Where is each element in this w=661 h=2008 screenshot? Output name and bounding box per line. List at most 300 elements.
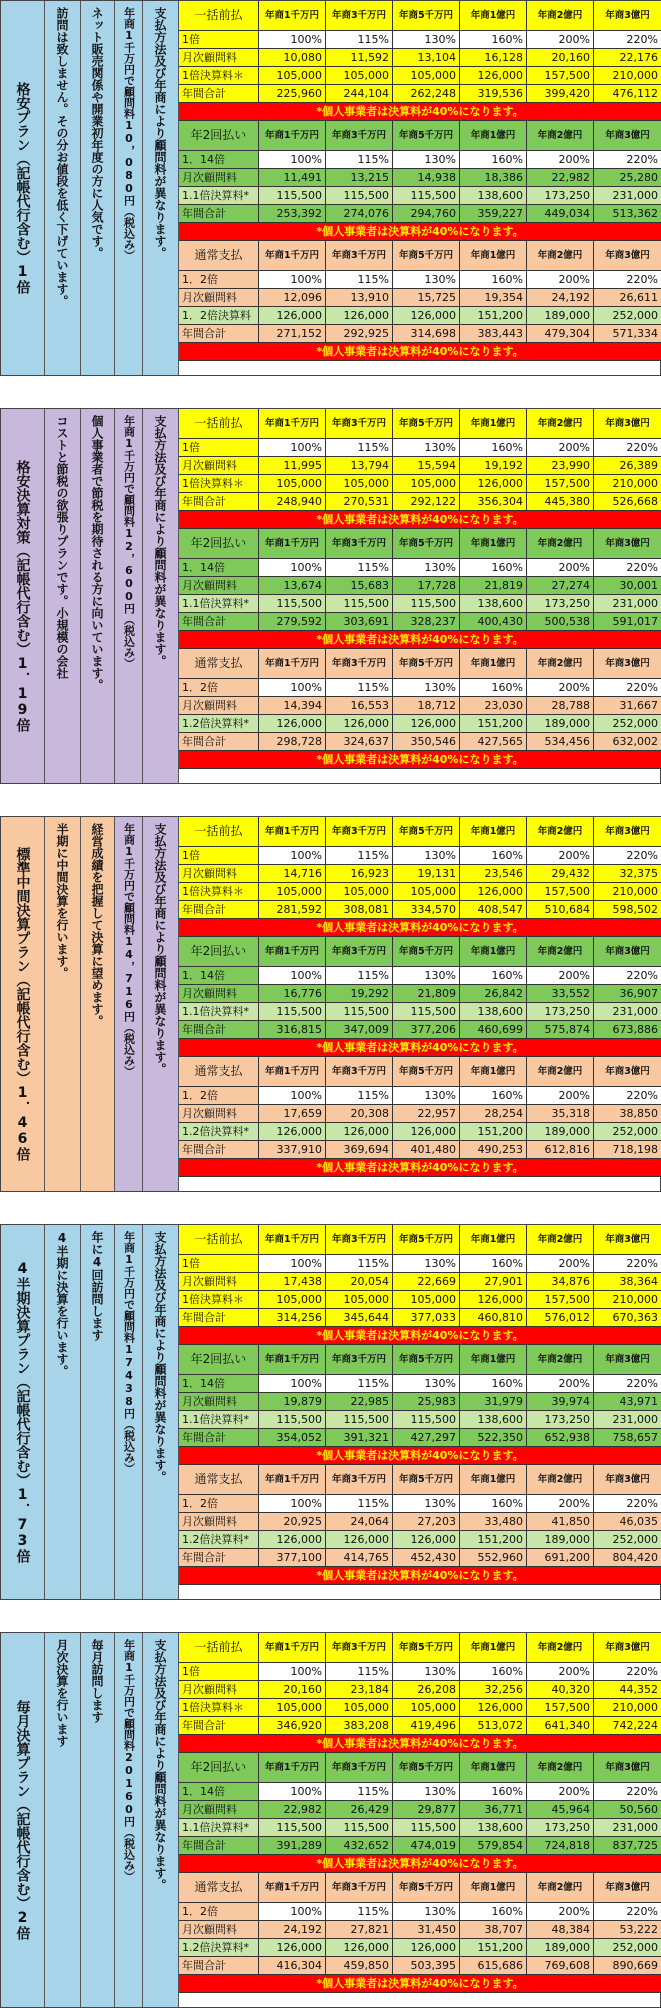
table-cell: 220% [594, 1375, 661, 1392]
column-header: 年商1千万円 [259, 1873, 326, 1902]
table-cell: 157,500 [527, 1699, 594, 1716]
column-header: 年商1億円 [460, 529, 527, 558]
column-header: 年商3億円 [594, 1873, 661, 1902]
table-cell: 160% [460, 1495, 527, 1512]
payment-block [179, 1225, 661, 1345]
table-cell: 35,318 [527, 1105, 594, 1122]
column-header: 年商3億円 [594, 1753, 661, 1782]
table-row [179, 1801, 661, 1819]
table-cell: 126,000 [460, 475, 527, 492]
table-cell: 138,600 [460, 1003, 527, 1020]
table-cell: 130% [393, 847, 460, 864]
row-label: 1．2倍決算料 [179, 307, 259, 324]
row-label: 1倍決算料＊ [179, 1291, 259, 1308]
table-row [179, 1513, 661, 1531]
column-header: 年商3億円 [594, 649, 661, 678]
payment-block [179, 1633, 661, 1753]
table-cell: 115,500 [326, 187, 393, 204]
table-cell: 220% [594, 847, 661, 864]
fee-tables [179, 1, 661, 375]
column-header: 年商3千万円 [326, 937, 393, 966]
table-cell: 391,321 [326, 1429, 393, 1446]
table-cell: 115,500 [326, 1003, 393, 1020]
column-header: 年商1億円 [460, 1633, 527, 1662]
row-label: 年間合計 [179, 493, 259, 510]
table-cell: 48,384 [527, 1921, 594, 1938]
table-row [179, 1003, 661, 1021]
table-row [179, 595, 661, 613]
table-cell: 612,816 [527, 1141, 594, 1158]
table-cell: 130% [393, 679, 460, 696]
table-cell: 200% [527, 1087, 594, 1104]
table-cell: 252,000 [594, 1531, 661, 1548]
table-cell: 220% [594, 151, 661, 168]
payment-method-note: 支払方法及び年商により顧問料が異なります。 [143, 1225, 179, 1599]
table-cell: 231,000 [594, 1411, 661, 1428]
table-row [179, 1819, 661, 1837]
sole-proprietor-note: *個人事業者は決算料が40%になります。 [179, 631, 661, 649]
table-cell: 126,000 [460, 883, 527, 900]
column-header: 年商3億円 [594, 1057, 661, 1086]
table-cell: 173,250 [527, 1411, 594, 1428]
table-cell: 200% [527, 31, 594, 48]
row-label: 1．14倍 [179, 967, 259, 984]
table-cell: 200% [527, 1375, 594, 1392]
table-cell: 100% [259, 1903, 326, 1920]
table-cell: 126,000 [259, 1939, 326, 1956]
table-cell: 100% [259, 967, 326, 984]
table-cell: 100% [259, 679, 326, 696]
plan-section [0, 1224, 661, 1600]
table-row [179, 1021, 661, 1039]
table-cell: 115% [326, 439, 393, 456]
column-header: 年商3千万円 [326, 241, 393, 270]
plan-description: ネット販売関係や開業初年度の方に人気です。 [81, 1, 115, 375]
table-cell: 16,553 [326, 697, 393, 714]
table-cell: 314,698 [393, 325, 460, 342]
row-label: 月次顧問料 [179, 1393, 259, 1410]
table-row [179, 1273, 661, 1291]
table-cell: 231,000 [594, 1003, 661, 1020]
table-cell: 19,192 [460, 457, 527, 474]
table-cell: 33,480 [460, 1513, 527, 1530]
row-label: 月次顧問料 [179, 1273, 259, 1290]
column-header: 年商1千万円 [259, 1225, 326, 1254]
table-header-row [179, 1753, 661, 1783]
table-cell: 337,910 [259, 1141, 326, 1158]
table-row [179, 613, 661, 631]
table-cell: 200% [527, 1255, 594, 1272]
fee-tables [179, 409, 661, 783]
table-cell: 20,160 [259, 1681, 326, 1698]
table-cell: 271,152 [259, 325, 326, 342]
column-header: 年商3億円 [594, 1465, 661, 1494]
table-cell: 200% [527, 151, 594, 168]
table-cell: 53,222 [594, 1921, 661, 1938]
table-cell: 105,000 [393, 67, 460, 84]
table-cell: 100% [259, 151, 326, 168]
table-row [179, 577, 661, 595]
table-cell: 31,450 [393, 1921, 460, 1938]
table-cell: 31,979 [460, 1393, 527, 1410]
table-cell: 100% [259, 1495, 326, 1512]
payment-block [179, 1465, 661, 1585]
table-cell: 115,500 [393, 595, 460, 612]
table-header-row [179, 409, 661, 439]
payment-block [179, 1753, 661, 1873]
column-header: 年商3億円 [594, 121, 661, 150]
column-header: 年商5千万円 [393, 937, 460, 966]
row-label: 年間合計 [179, 1141, 259, 1158]
table-cell: 354,052 [259, 1429, 326, 1446]
table-cell: 157,500 [527, 475, 594, 492]
table-cell: 18,386 [460, 169, 527, 186]
table-cell: 115% [326, 967, 393, 984]
table-row [179, 1255, 661, 1273]
table-cell: 324,637 [326, 733, 393, 750]
table-cell: 479,304 [527, 325, 594, 342]
table-cell: 414,765 [326, 1549, 393, 1566]
table-cell: 115% [326, 559, 393, 576]
table-cell: 157,500 [527, 883, 594, 900]
table-cell: 10,080 [259, 49, 326, 66]
row-label: 年間合計 [179, 1309, 259, 1326]
table-row [179, 457, 661, 475]
payment-method-label: 一括前払 [179, 817, 259, 846]
table-cell: 513,362 [594, 205, 661, 222]
table-row [179, 847, 661, 865]
table-row [179, 1921, 661, 1939]
column-header: 年商5千万円 [393, 409, 460, 438]
table-cell: 115% [326, 1783, 393, 1800]
table-cell: 26,208 [393, 1681, 460, 1698]
table-row [179, 1123, 661, 1141]
row-label: 1.1倍決算料* [179, 1411, 259, 1428]
table-cell: 130% [393, 1903, 460, 1920]
table-cell: 200% [527, 559, 594, 576]
table-cell: 350,546 [393, 733, 460, 750]
table-cell: 20,054 [326, 1273, 393, 1290]
table-cell: 292,122 [393, 493, 460, 510]
table-cell: 126,000 [259, 1123, 326, 1140]
table-cell: 115% [326, 271, 393, 288]
table-row [179, 559, 661, 577]
table-cell: 115,500 [326, 595, 393, 612]
row-label: 月次顧問料 [179, 1921, 259, 1938]
table-cell: 160% [460, 271, 527, 288]
table-cell: 200% [527, 679, 594, 696]
table-row [179, 1531, 661, 1549]
table-row [179, 31, 661, 49]
column-header: 年商5千万円 [393, 649, 460, 678]
table-cell: 126,000 [393, 307, 460, 324]
sole-proprietor-note: *個人事業者は決算料が40%になります。 [179, 1567, 661, 1585]
column-header: 年商5千万円 [393, 1753, 460, 1782]
table-row [179, 697, 661, 715]
table-row [179, 1681, 661, 1699]
table-header-row [179, 649, 661, 679]
table-cell: 408,547 [460, 901, 527, 918]
column-header: 年商2億円 [527, 649, 594, 678]
table-row [179, 205, 661, 223]
table-cell: 115% [326, 31, 393, 48]
table-cell: 160% [460, 439, 527, 456]
table-cell: 115,500 [259, 1411, 326, 1428]
table-cell: 837,725 [594, 1837, 661, 1854]
table-cell: 46,035 [594, 1513, 661, 1530]
column-header: 年商2億円 [527, 1057, 594, 1086]
table-cell: 200% [527, 847, 594, 864]
row-label: 1倍決算料＊ [179, 67, 259, 84]
table-cell: 17,438 [259, 1273, 326, 1290]
row-label: 1．14倍 [179, 151, 259, 168]
table-cell: 100% [259, 271, 326, 288]
table-row [179, 1495, 661, 1513]
table-cell: 449,034 [527, 205, 594, 222]
table-cell: 591,017 [594, 613, 661, 630]
sole-proprietor-note: *個人事業者は決算料が40%になります。 [179, 511, 661, 529]
table-cell: 115,500 [259, 187, 326, 204]
table-cell: 45,964 [527, 1801, 594, 1818]
table-cell: 105,000 [393, 883, 460, 900]
table-cell: 40,320 [527, 1681, 594, 1698]
table-header-row [179, 241, 661, 271]
table-header-row [179, 1465, 661, 1495]
table-cell: 105,000 [326, 67, 393, 84]
table-cell: 126,000 [460, 1291, 527, 1308]
table-cell: 160% [460, 1783, 527, 1800]
table-cell: 220% [594, 559, 661, 576]
table-cell: 220% [594, 967, 661, 984]
column-header: 年商2億円 [527, 1345, 594, 1374]
row-label: 1.1倍決算料* [179, 187, 259, 204]
column-header: 年商1億円 [460, 1225, 527, 1254]
table-cell: 26,611 [594, 289, 661, 306]
column-header: 年商1千万円 [259, 121, 326, 150]
table-cell: 19,292 [326, 985, 393, 1002]
table-cell: 16,776 [259, 985, 326, 1002]
table-cell: 105,000 [326, 475, 393, 492]
row-label: 1.1倍決算料* [179, 1003, 259, 1020]
table-cell: 377,206 [393, 1021, 460, 1038]
table-cell: 138,600 [460, 187, 527, 204]
row-label: 1倍 [179, 847, 259, 864]
row-label: 年間合計 [179, 733, 259, 750]
column-header: 年商1億円 [460, 937, 527, 966]
table-row [179, 1699, 661, 1717]
row-label: 月次顧問料 [179, 1681, 259, 1698]
sole-proprietor-note: *個人事業者は決算料が40%になります。 [179, 223, 661, 241]
row-label: 1倍 [179, 1663, 259, 1680]
column-header: 年商1億円 [460, 241, 527, 270]
column-header: 年商1千万円 [259, 529, 326, 558]
column-header: 年商3億円 [594, 409, 661, 438]
table-cell: 416,304 [259, 1957, 326, 1974]
row-label: 年間合計 [179, 613, 259, 630]
payment-block [179, 817, 661, 937]
table-row [179, 169, 661, 187]
table-cell: 160% [460, 1903, 527, 1920]
table-cell: 126,000 [326, 715, 393, 732]
table-cell: 16,128 [460, 49, 527, 66]
table-cell: 43,971 [594, 1393, 661, 1410]
column-header: 年商3千万円 [326, 529, 393, 558]
table-cell: 15,683 [326, 577, 393, 594]
table-cell: 399,420 [527, 85, 594, 102]
table-cell: 476,112 [594, 85, 661, 102]
column-header: 年商2億円 [527, 937, 594, 966]
table-row [179, 49, 661, 67]
table-cell: 130% [393, 1663, 460, 1680]
table-cell: 138,600 [460, 595, 527, 612]
plan-section [0, 408, 661, 784]
column-header: 年商1千万円 [259, 1057, 326, 1086]
table-cell: 11,995 [259, 457, 326, 474]
payment-method-label: 通常支払 [179, 1465, 259, 1494]
payment-method-label: 通常支払 [179, 649, 259, 678]
table-cell: 220% [594, 1255, 661, 1272]
column-header: 年商2億円 [527, 1753, 594, 1782]
column-header: 年商5千万円 [393, 1633, 460, 1662]
table-cell: 598,502 [594, 901, 661, 918]
table-cell: 691,200 [527, 1549, 594, 1566]
column-header: 年商3億円 [594, 937, 661, 966]
table-cell: 130% [393, 559, 460, 576]
table-cell: 220% [594, 679, 661, 696]
table-row [179, 1903, 661, 1921]
table-cell: 14,394 [259, 697, 326, 714]
sole-proprietor-note: *個人事業者は決算料が40%になります。 [179, 103, 661, 121]
table-cell: 615,686 [460, 1957, 527, 1974]
table-cell: 173,250 [527, 1003, 594, 1020]
table-cell: 126,000 [259, 1531, 326, 1548]
table-cell: 130% [393, 151, 460, 168]
table-cell: 126,000 [393, 1939, 460, 1956]
table-cell: 220% [594, 1663, 661, 1680]
table-cell: 130% [393, 31, 460, 48]
table-cell: 571,334 [594, 325, 661, 342]
table-cell: 115,500 [393, 1003, 460, 1020]
table-cell: 126,000 [326, 1123, 393, 1140]
table-cell: 115% [326, 679, 393, 696]
table-cell: 189,000 [527, 1939, 594, 1956]
plan-description: 個人事業者で節税を期待される方に向いています。 [81, 409, 115, 783]
table-cell: 13,910 [326, 289, 393, 306]
table-cell: 632,002 [594, 733, 661, 750]
column-header: 年商1億円 [460, 1345, 527, 1374]
payment-block [179, 1345, 661, 1465]
table-row [179, 187, 661, 205]
table-cell: 200% [527, 1663, 594, 1680]
table-cell: 100% [259, 1255, 326, 1272]
table-cell: 115,500 [326, 1411, 393, 1428]
row-label: 1倍 [179, 31, 259, 48]
table-cell: 200% [527, 1783, 594, 1800]
column-header: 年商1億円 [460, 649, 527, 678]
plan-description-secondary: 訪問は致しません。その分お値段を低く下げています。 [45, 1, 81, 375]
column-header: 年商5千万円 [393, 121, 460, 150]
table-row [179, 307, 661, 325]
plan-description-secondary: 半期に中間決算を行います。 [45, 817, 81, 1191]
table-cell: 115,500 [259, 595, 326, 612]
table-cell: 126,000 [259, 715, 326, 732]
table-cell: 356,304 [460, 493, 527, 510]
table-cell: 252,000 [594, 307, 661, 324]
table-row [179, 493, 661, 511]
column-header: 年商1億円 [460, 817, 527, 846]
column-header: 年商1千万円 [259, 1465, 326, 1494]
table-cell: 210,000 [594, 1699, 661, 1716]
table-cell: 160% [460, 559, 527, 576]
table-cell: 21,809 [393, 985, 460, 1002]
table-cell: 160% [460, 1375, 527, 1392]
row-label: 1倍決算料＊ [179, 475, 259, 492]
table-cell: 100% [259, 31, 326, 48]
column-header: 年商3億円 [594, 1633, 661, 1662]
table-cell: 151,200 [460, 1531, 527, 1548]
table-cell: 526,668 [594, 493, 661, 510]
table-cell: 28,788 [527, 697, 594, 714]
table-cell: 16,923 [326, 865, 393, 882]
table-cell: 377,100 [259, 1549, 326, 1566]
table-cell: 105,000 [393, 1291, 460, 1308]
row-label: 年間合計 [179, 1021, 259, 1038]
table-cell: 319,536 [460, 85, 527, 102]
column-header: 年商3億円 [594, 1, 661, 30]
table-row [179, 733, 661, 751]
row-label: 1．2倍 [179, 1087, 259, 1104]
column-header: 年商3億円 [594, 1345, 661, 1374]
table-cell: 334,570 [393, 901, 460, 918]
table-cell: 11,592 [326, 49, 393, 66]
column-header: 年商3千万円 [326, 1753, 393, 1782]
plan-base-fee: 年商1千万円で顧問料10，080円（税込み） [115, 1, 143, 375]
column-header: 年商1千万円 [259, 409, 326, 438]
table-header-row [179, 1633, 661, 1663]
table-cell: 130% [393, 1255, 460, 1272]
table-cell: 200% [527, 1903, 594, 1920]
table-cell: 115,500 [259, 1819, 326, 1836]
table-row [179, 1429, 661, 1447]
row-label: 年間合計 [179, 1549, 259, 1566]
table-cell: 105,000 [259, 1699, 326, 1716]
column-header: 年商5千万円 [393, 1345, 460, 1374]
table-cell: 210,000 [594, 475, 661, 492]
column-header: 年商1億円 [460, 1057, 527, 1086]
table-row [179, 901, 661, 919]
table-cell: 641,340 [527, 1717, 594, 1734]
table-cell: 27,203 [393, 1513, 460, 1530]
table-row [179, 1393, 661, 1411]
plan-description-secondary: 4半期に決算を行います。 [45, 1225, 81, 1599]
table-cell: 400,430 [460, 613, 527, 630]
table-cell: 115% [326, 1903, 393, 1920]
table-cell: 15,594 [393, 457, 460, 474]
table-cell: 130% [393, 439, 460, 456]
sole-proprietor-note: *個人事業者は決算料が40%になります。 [179, 751, 661, 769]
table-cell: 328,237 [393, 613, 460, 630]
table-row [179, 151, 661, 169]
table-cell: 474,019 [393, 1837, 460, 1854]
row-label: 月次顧問料 [179, 289, 259, 306]
sole-proprietor-note: *個人事業者は決算料が40%になります。 [179, 1447, 661, 1465]
payment-block [179, 529, 661, 649]
sole-proprietor-note: *個人事業者は決算料が40%になります。 [179, 1735, 661, 1753]
table-cell: 34,876 [527, 1273, 594, 1290]
row-label: 1.2倍決算料* [179, 1531, 259, 1548]
row-label: 年間合計 [179, 901, 259, 918]
table-cell: 160% [460, 1255, 527, 1272]
